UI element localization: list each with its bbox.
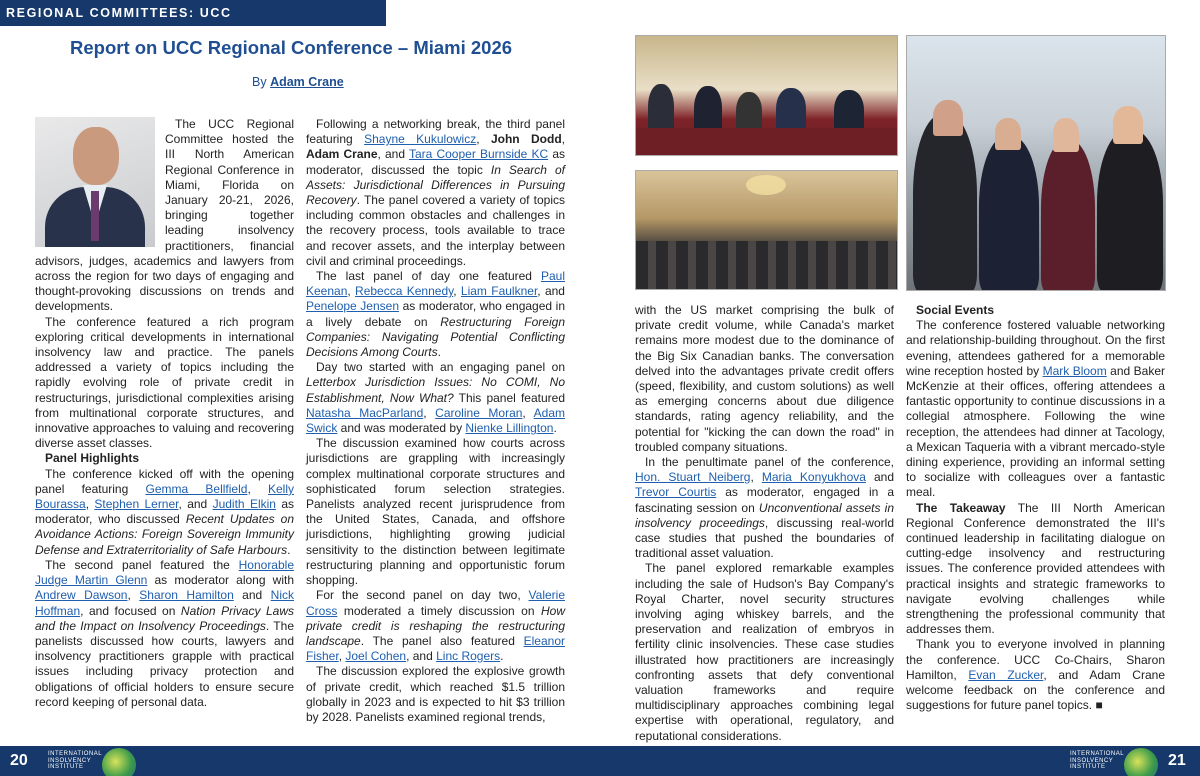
attendees-photo bbox=[906, 35, 1166, 291]
speaker-link[interactable]: Eleanor Fisher bbox=[306, 633, 565, 664]
author-link[interactable]: Adam Crane bbox=[270, 75, 344, 89]
article-title: Report on UCC Regional Conference – Miami 2026 bbox=[70, 37, 513, 58]
takeaway-heading: The Takeaway bbox=[916, 500, 1006, 515]
private-credit-panel-paragraph: For the second panel on day two, Valerie Cross moderated a timely discussion on How private credit is reshaping the restructuring landscape. The panel also featured Eleanor Fisher, Joel Cohen, and Linc Rogers. bbox=[306, 588, 565, 664]
speaker-link[interactable]: Adam Swick bbox=[306, 405, 565, 436]
audience-photo bbox=[635, 170, 898, 290]
host-link[interactable]: Mark Bloom bbox=[1042, 363, 1107, 378]
thanks-paragraph: Thank you to everyone involved in planning the conference. UCC Co-Chairs, Sharon Hamilton, Evan Zucker, and Adam Crane welcome feedback on the conference and suggestions for future panel topics. ■ bbox=[906, 637, 1165, 713]
speaker-link[interactable]: Paul Keenan bbox=[306, 269, 565, 299]
globe-logo-icon bbox=[1124, 748, 1158, 776]
speaker-link[interactable]: Nienke Lillington bbox=[465, 421, 554, 436]
speaker-link[interactable]: Shayne Kukulowicz bbox=[364, 132, 477, 147]
section-tab: REGIONAL COMMITTEES: UCC bbox=[0, 0, 386, 26]
footer-bar bbox=[0, 746, 1200, 776]
speaker-link[interactable]: Tara Cooper Burnside KC bbox=[408, 147, 549, 162]
us-market-paragraph: with the US market comprising the bulk of private credit volume, while Canada's market remains more modest due to the dominance of the Big Six Canadian banks. The conversation delved into the advantages private credit offers (speed, flexibility, and custom solutions) as well as emerging concerns about due diligence standards, rating agency reliability, and the potential for "kicking the can down the road" in troubled company situations. bbox=[635, 303, 894, 454]
column-2 bbox=[306, 117, 565, 725]
social-events-paragraph: The conference fostered valuable networking and relationship-building throughout. On the first evening, attendees gathered for a memorable wine reception hosted by Mark Bloom and Baker McKenzie at their offices, offering attendees a fantastic opportunity to continue discussions in a collegial atmosphere. Following the wine reception, the attendees had dinner at Tacology, a Mexican Taqueria with a vibrant mercado-style dining experience, providing an informal setting to socialize with colleagues over a fantastic meal. bbox=[906, 318, 1165, 500]
speaker-link[interactable]: Nick Hoffman bbox=[35, 588, 294, 618]
speaker-link[interactable]: Judith Elkin bbox=[212, 497, 276, 512]
speaker-link[interactable]: Kelly Bourassa bbox=[35, 481, 295, 512]
intro-paragraph: The UCC Regional Committee hosted the III North American Regional Conference in Miami, Florida on January 20-21, 2026, bringing together leading insolvency practitioners, financial advisors, judges, academics and lawyers from across the region for two days of engaging and thought-provoking discussions on trends and developments. bbox=[35, 117, 294, 314]
speaker-link[interactable]: Linc Rogers bbox=[436, 649, 501, 664]
speaker-link[interactable]: Andrew Dawson bbox=[35, 588, 128, 603]
day-two-paragraph: Day two started with an engaging panel on Letterbox Jurisdiction Issues: No COMI, No Establishment, Now What? This panel featured Natasha MacParland, Caroline Moran, Adam Swick and was moderated by Nienke Lillington. bbox=[306, 360, 565, 436]
logo-text-right: INTERNATIONAL INSOLVENCY INSTITUTE bbox=[1070, 751, 1124, 770]
last-panel-paragraph: The last panel of day one featured Paul Keenan, Rebecca Kennedy, Liam Faulkner, and Penelope Jensen as moderator, who engaged in a lively debate on Restructuring Foreign Companies: Navigating Potential Conflicting Decisions Among Courts. bbox=[306, 269, 566, 360]
speaker-link[interactable]: Caroline Moran bbox=[435, 405, 523, 420]
end-mark: ■ bbox=[1095, 698, 1103, 713]
growth-paragraph: The discussion explored the explosive growth of private credit, which reached $1.5 trillion globally in 2023 and is expected to hit $3 trillion by 2028. Panelists examined regional trends, bbox=[306, 664, 565, 724]
byline-prefix: By bbox=[252, 75, 271, 89]
co-chair-link[interactable]: Evan Zucker bbox=[968, 667, 1044, 682]
panel-photo bbox=[635, 35, 898, 156]
speaker-link[interactable]: Gemma Bellfield bbox=[145, 481, 248, 496]
logo-text-left: INTERNATIONAL INSOLVENCY INSTITUTE bbox=[48, 751, 102, 770]
author-portrait bbox=[35, 117, 155, 247]
column-1 bbox=[35, 117, 294, 710]
second-panel-paragraph: The second panel featured the Honorable Judge Martin Glenn as moderator along with Andrew Dawson, Sharon Hamilton and Nick Hoffman, and focused on Nation Privacy Laws and the Impact on Insolvency Proceedings. The panelists discussed how courts, lawyers and insolvency practitioners grapple with practical issues including privacy protection and obligations of official holders to ensure secure record keeping of personal data. bbox=[35, 557, 295, 709]
penultimate-panel-paragraph: In the penultimate panel of the conference, Hon. Stuart Neiberg, Maria Konyukhova and Trevor Courtis as moderator, engaged in a fascinating session on Unconventional assets in insolvency proceedings, discussing real-world case studies that pushed the boundaries of traditional asset valuation. bbox=[635, 455, 895, 561]
speaker-link[interactable]: Stephen Lerner bbox=[94, 497, 179, 512]
speaker-link[interactable]: Maria Konyukhova bbox=[761, 470, 866, 485]
column-4 bbox=[906, 303, 1165, 713]
takeaway-paragraph: The Takeaway The III North American Regional Conference demonstrated the III's continued leadership in facilitating dialogue on cutting-edge insolvency and restructuring issues. The conference provided attendees with practical insights and strategic frameworks to navigate evolving challenges while strengthening the professional community that addresses them. bbox=[906, 500, 1166, 637]
speaker-link[interactable]: Liam Faulkner bbox=[460, 284, 538, 299]
speaker-link[interactable]: Rebecca Kennedy bbox=[355, 284, 454, 299]
page-number-left: 20 bbox=[10, 752, 28, 769]
byline bbox=[252, 75, 344, 89]
program-paragraph: The conference featured a rich program exploring critical developments in international insolvency law and practice. The panels addressed a variety of topics including the rapidly evolving role of private credit in restructurings, jurisdictional complexities arising from multinational corporate structures, and innovative approaches to valuing and recovering diverse asset classes. bbox=[35, 314, 294, 451]
column-3 bbox=[635, 303, 894, 744]
social-events-heading: Social Events bbox=[916, 303, 995, 317]
globe-logo-icon bbox=[102, 748, 136, 776]
third-panel-paragraph: Following a networking break, the third panel featuring Shayne Kukulowicz, John Dodd, Adam Crane, and Tara Cooper Burnside KC as moderator, discussed the topic In Search of Assets: Jurisdictional Differences in Pursuing Recovery. The panel covered a variety of topics including common obstacles and challenges in the recovery process, tools available to trace and recover assets, and the interplay between civil and criminal proceedings. bbox=[306, 117, 566, 268]
page-number-right: 21 bbox=[1168, 752, 1186, 769]
speaker-link[interactable]: Joel Cohen bbox=[345, 649, 407, 664]
speaker-link[interactable]: Trevor Courtis bbox=[635, 485, 717, 500]
examples-paragraph: The panel explored remarkable examples including the sale of Hudson's Bay Company's Royal Charter, novel security structures involving aging whiskey barrels, and the preservation and realization of embryos in fertility clinic insolvencies. These case studies illustrated how practitioners are increasingly confronting assets that defy conventional valuation frameworks and require multidisciplinary approaches combining legal expertise with operational, regulatory, and reputational considerations. bbox=[635, 561, 894, 743]
speaker-link[interactable]: Honorable Judge Martin Glenn bbox=[35, 557, 294, 588]
opening-panel-paragraph: The conference kicked off with the opening panel featuring Gemma Bellfield, Kelly Bourassa, Stephen Lerner, and Judith Elkin as moderator, who discussed Recent Updates on Avoidance Actions: Foreign Sovereign Immunity Defense and Extraterritoriality of Safe Harbours. bbox=[35, 466, 295, 557]
speaker-link[interactable]: Penelope Jensen bbox=[306, 299, 399, 314]
courts-paragraph: The discussion examined how courts across jurisdictions are grappling with increasingly complex multinational corporate structures and sophisticated forum selection strategies. Panelists analyzed recent jurisprudence from the United States, Canada, and offshore jurisdictions, highlighting growing judicial sensitivity to the distinction between legitimate restructuring planning and opportunistic forum shopping. bbox=[306, 436, 565, 588]
panel-highlights-heading: Panel Highlights bbox=[45, 451, 140, 466]
speaker-link[interactable]: Hon. Stuart Neiberg bbox=[635, 470, 751, 485]
speaker-link[interactable]: Natasha MacParland bbox=[306, 405, 424, 420]
speaker-link[interactable]: Valerie Cross bbox=[306, 588, 565, 618]
speaker-link[interactable]: Sharon Hamilton bbox=[139, 588, 234, 603]
